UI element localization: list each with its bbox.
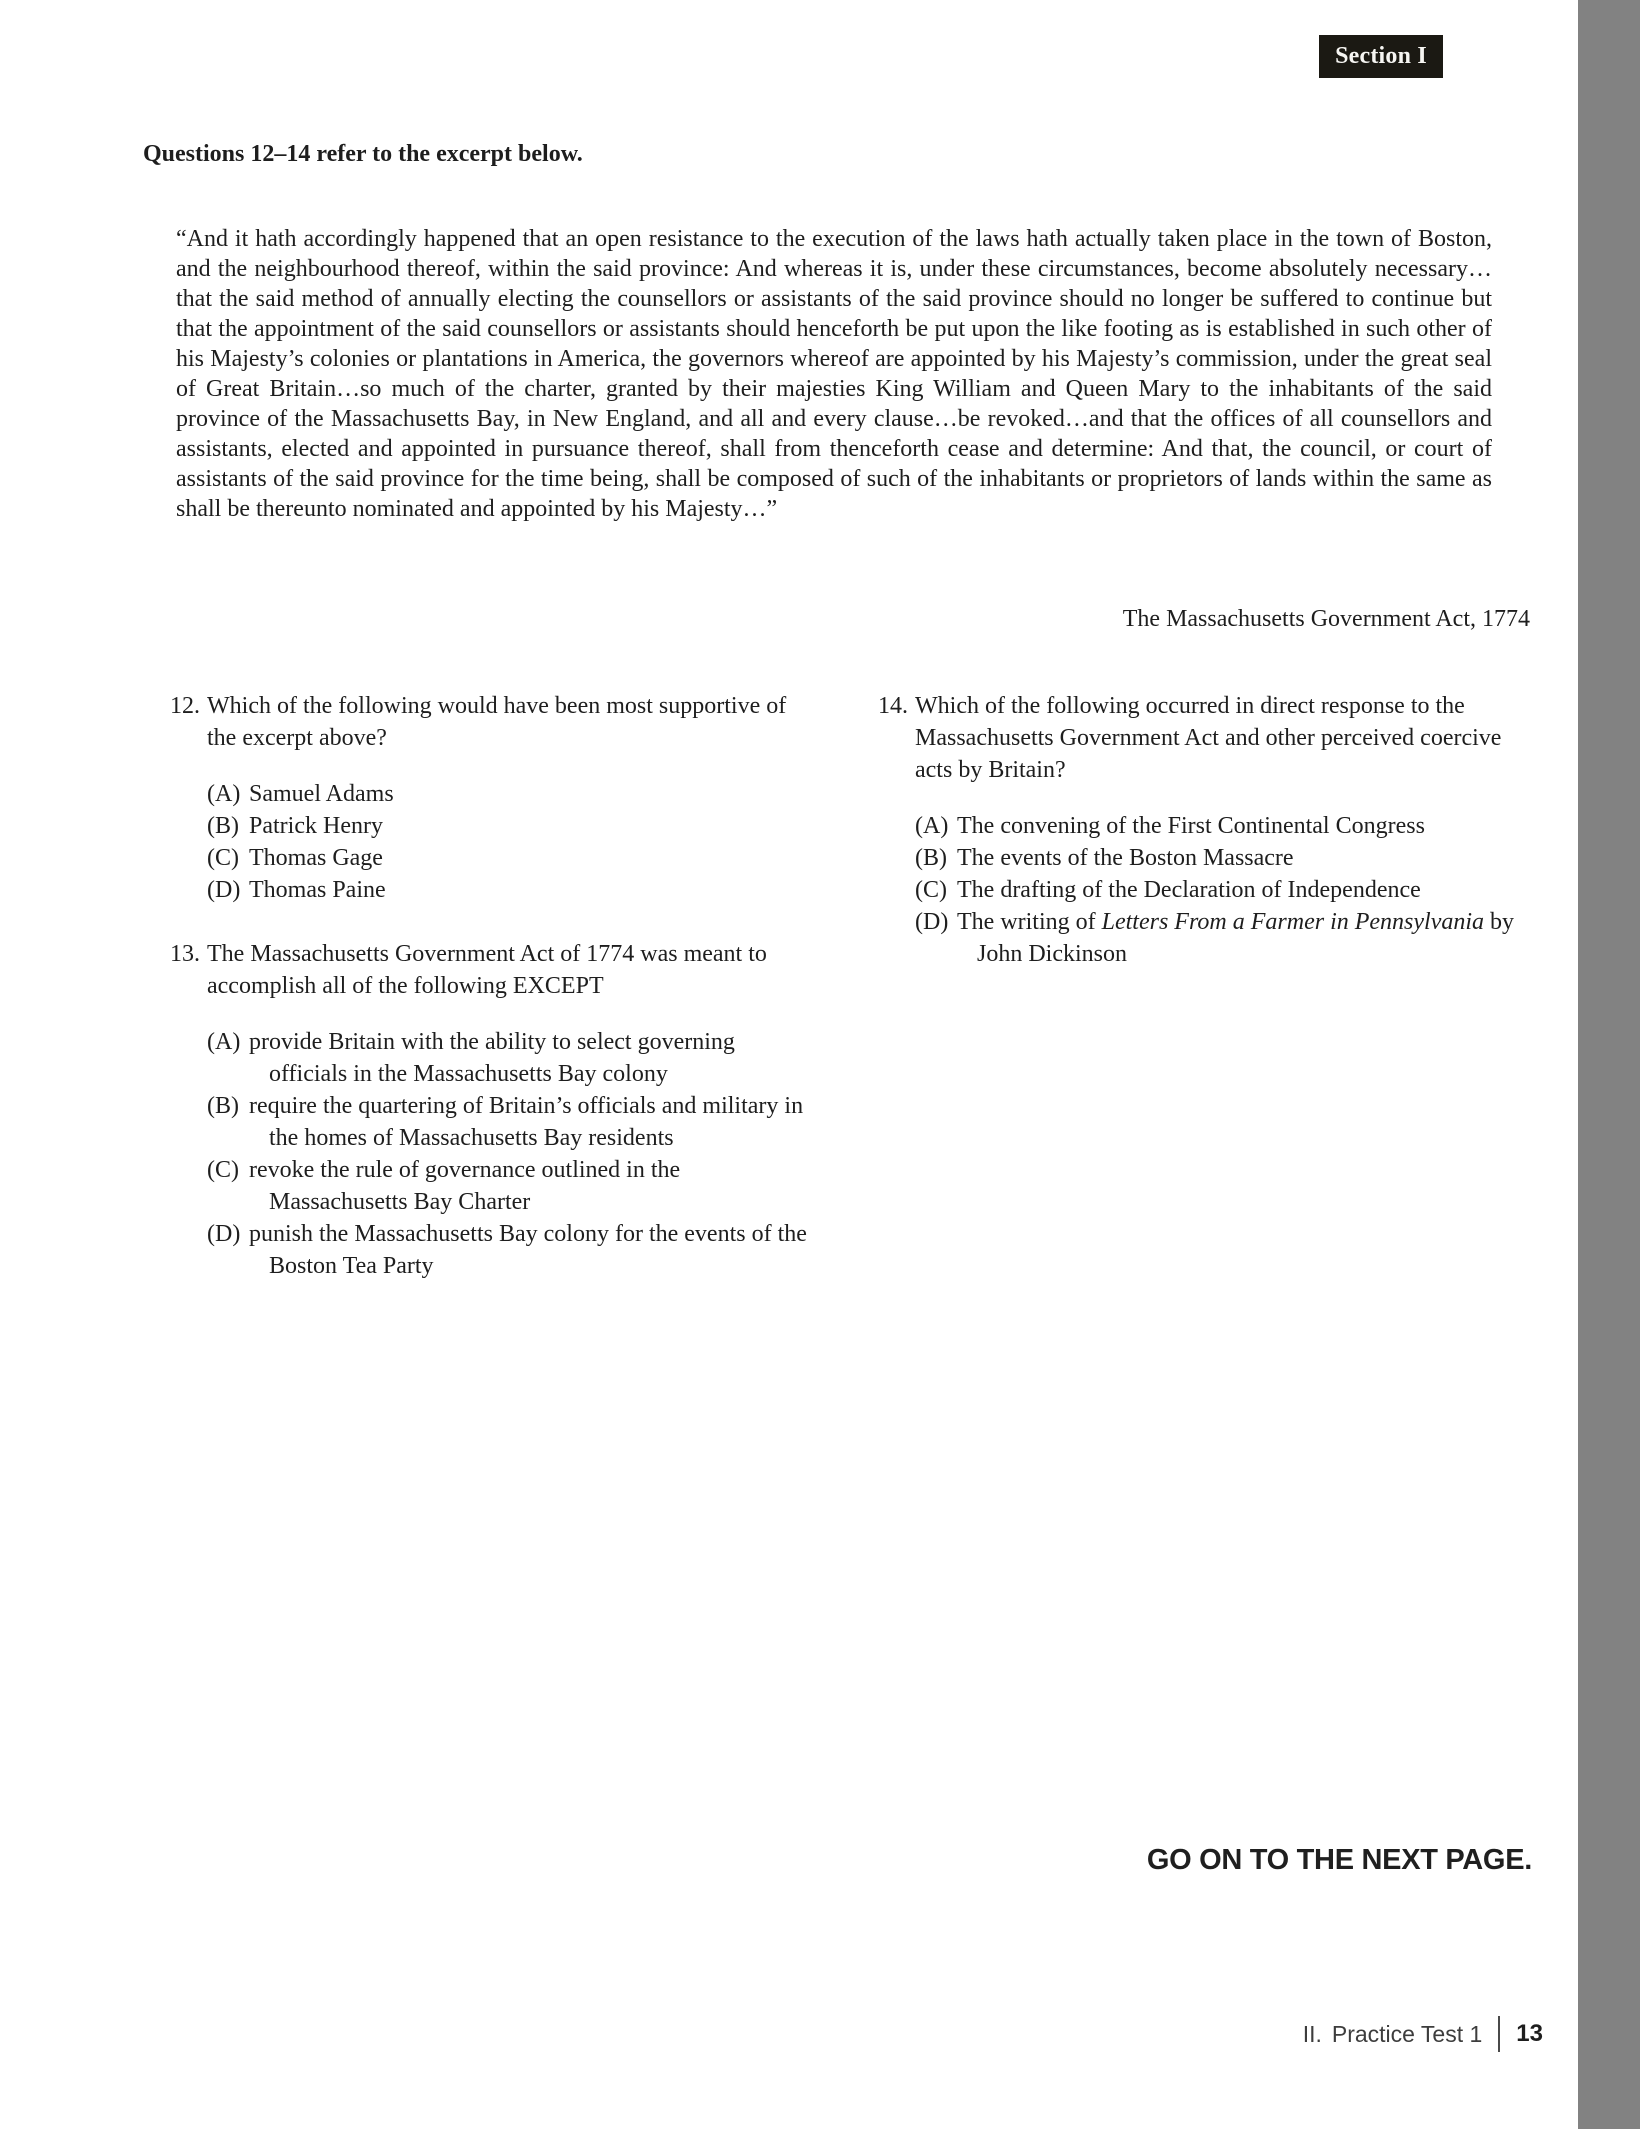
answer-option bbox=[207, 1090, 815, 1154]
option-letter: (B) bbox=[207, 813, 239, 839]
page-edge-gray-bar bbox=[1578, 0, 1640, 2129]
question-14 bbox=[878, 690, 1518, 970]
section-badge bbox=[1319, 35, 1443, 78]
question-text: The Massachusetts Government Act of 1774 was meant to accomplish all of the following EXCEPT bbox=[207, 941, 767, 999]
answer-option bbox=[207, 1218, 815, 1282]
option-text: Thomas Gage bbox=[249, 845, 383, 871]
option-text: require the quartering of Britain’s officials and military in the homes of Massachusetts Bay residents bbox=[249, 1093, 804, 1151]
question-number: 14. bbox=[878, 693, 908, 719]
page-footer bbox=[1303, 2016, 1543, 2052]
option-text: Thomas Paine bbox=[249, 877, 386, 903]
answer-option bbox=[915, 906, 1518, 970]
footer-page-number: 13 bbox=[1516, 2020, 1543, 2047]
answer-option bbox=[207, 874, 815, 906]
option-letter: (C) bbox=[207, 845, 239, 871]
question-12 bbox=[170, 690, 815, 906]
footer-divider bbox=[1498, 2016, 1500, 2052]
option-text: revoke the rule of governance outlined in the Massachusetts Bay Charter bbox=[249, 1157, 681, 1215]
option-letter: (D) bbox=[915, 909, 949, 935]
option-letter: (B) bbox=[207, 1093, 239, 1119]
option-text: punish the Massachusetts Bay colony for the events of the Boston Tea Party bbox=[249, 1221, 807, 1279]
option-text: The events of the Boston Massacre bbox=[957, 845, 1294, 871]
option-text: provide Britain with the ability to select governing officials in the Massachusetts Bay colony bbox=[249, 1029, 735, 1087]
option-letter: (A) bbox=[915, 813, 949, 839]
answer-option bbox=[915, 874, 1518, 906]
answer-option bbox=[207, 1154, 815, 1218]
option-text: Patrick Henry bbox=[249, 813, 383, 839]
option-letter: (D) bbox=[207, 1221, 241, 1247]
answer-option bbox=[207, 778, 815, 810]
option-letter: (B) bbox=[915, 845, 947, 871]
excerpt-text: “And it hath accordingly happened that an open resistance to the execution of the laws hath actually taken place in the town of Boston, and the neighbourhood thereof, within the said province: And whereas it is, under these circumstances, become absolutely necessary…that the said method of annually electing the counsellors or assistants of the said province should no longer be suffered to continue but that the appointment of the said counsellors or assistants should henceforth be put upon the like footing as is established in such other of his Majesty’s colonies or plantations in America, the governors whereof are appointed by his Majesty’s commission, under the great seal of Great Britain…so much of the charter, granted by their majesties King William and Queen Mary to the inhabitants of the said province of the Massachusetts Bay, in New England, and all and every clause…be revoked…and that the offices of all counsellors and assistants, elected and appointed in pursuance thereof, shall from thenceforth cease and determine: And that, the council, or court of assistants of the said province for the time being, shall be composed of such of the inhabitants or proprietors of lands within the same as shall be thereunto nominated and appointed by his Majesty…” bbox=[176, 226, 1492, 522]
option-text: The convening of the First Continental Congress bbox=[957, 813, 1425, 839]
question-number: 13. bbox=[170, 941, 200, 967]
question-column-left bbox=[170, 690, 815, 1282]
question-13 bbox=[170, 938, 815, 1282]
instructions-heading: Questions 12–14 refer to the excerpt below. bbox=[143, 141, 583, 167]
option-text: The writing of Letters From a Farmer in Pennsylvania by John Dickinson bbox=[957, 909, 1515, 967]
question-text: Which of the following occurred in direct response to the Massachusetts Government Act and other perceived coercive acts by Britain? bbox=[915, 693, 1502, 783]
go-on-instruction: GO ON TO THE NEXT PAGE. bbox=[1146, 1844, 1532, 1876]
answer-option bbox=[207, 1026, 815, 1090]
excerpt-attribution: The Massachusetts Government Act, 1774 bbox=[1122, 606, 1530, 632]
option-letter: (A) bbox=[207, 781, 241, 807]
option-letter: (C) bbox=[207, 1157, 239, 1183]
option-text: Samuel Adams bbox=[249, 781, 394, 807]
footer-test-label: Practice Test 1 bbox=[1331, 2020, 1483, 2047]
footer-section-label: II. bbox=[1302, 2020, 1322, 2047]
answer-option bbox=[207, 842, 815, 874]
option-text: The drafting of the Declaration of Independence bbox=[957, 877, 1421, 903]
answer-option bbox=[915, 842, 1518, 874]
option-letter: (D) bbox=[207, 877, 241, 903]
question-column-right bbox=[878, 690, 1518, 970]
section-badge-label: Section I bbox=[1335, 43, 1427, 69]
option-letter: (A) bbox=[207, 1029, 241, 1055]
question-text: Which of the following would have been most supportive of the excerpt above? bbox=[207, 693, 787, 751]
answer-option bbox=[207, 810, 815, 842]
option-letter: (C) bbox=[915, 877, 947, 903]
answer-option bbox=[915, 810, 1518, 842]
question-number: 12. bbox=[170, 693, 200, 719]
